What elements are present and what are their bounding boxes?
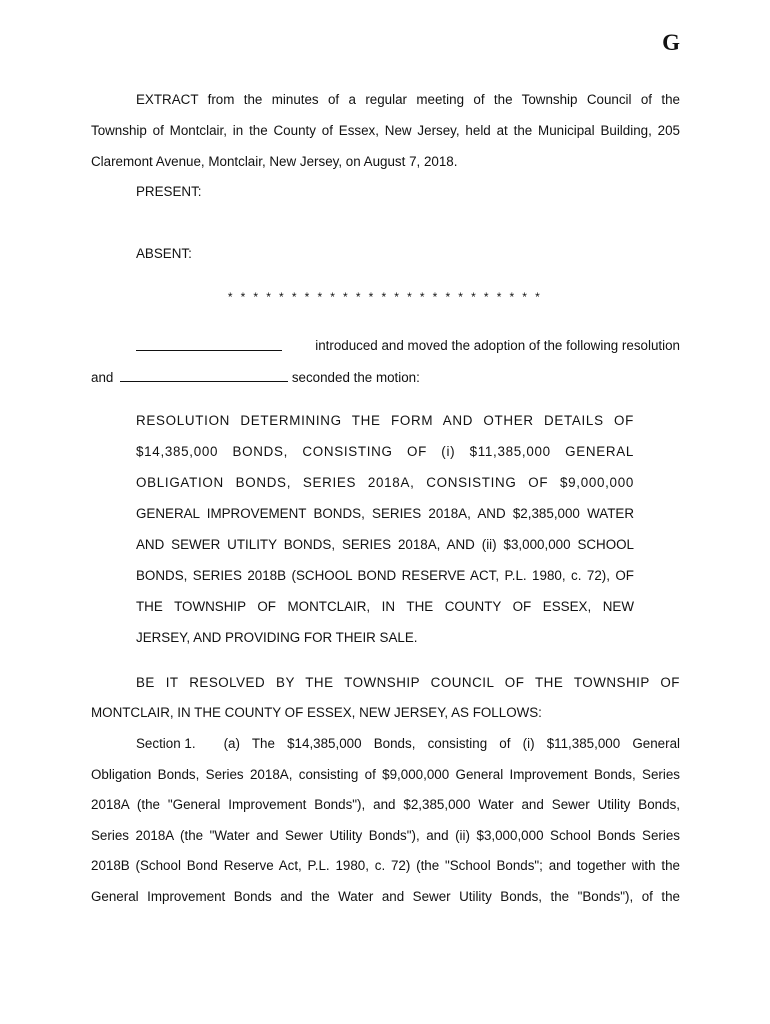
extract-line-2: Township of Montclair, in the County of Essex, New Jersey, held at the Municipal Building, 205	[91, 123, 680, 138]
resolution-line-3: OBLIGATION BONDS, SERIES 2018A, CONSISTING OF $9,000,000	[136, 475, 634, 490]
resolution-line-7: THE TOWNSHIP OF MONTCLAIR, IN THE COUNTY OF ESSEX, NEW	[136, 599, 634, 614]
motion-text-2: seconded the motion:	[291, 370, 420, 385]
extract-line-1: EXTRACT from the minutes of a regular meeting of the Township Council of the	[136, 92, 680, 107]
motion-and: and	[91, 370, 114, 385]
section-1-line-5: 2018B (School Bond Reserve Act, P.L. 1980, c. 72) (the "School Bonds"; and together with the	[91, 858, 680, 873]
motion-text-1: introduced and moved the adoption of the following resolution	[315, 338, 680, 353]
section-1-label: Section 1.	[136, 736, 196, 751]
resolution-line-6: BONDS, SERIES 2018B (SCHOOL BOND RESERVE ACT, P.L. 1980, c. 72), OF	[136, 568, 634, 583]
section-1-text-1: (a) The $14,385,000 Bonds, consisting of (i) $11,385,000 General	[223, 736, 680, 751]
resolution-line-4: GENERAL IMPROVEMENT BONDS, SERIES 2018A, AND $2,385,000 WATER	[136, 506, 634, 521]
extract-line-3: Claremont Avenue, Montclair, New Jersey, on August 7, 2018.	[91, 154, 458, 169]
be-it-resolved	[91, 675, 680, 721]
resolution-title	[136, 413, 634, 646]
section-1-first-line	[91, 736, 680, 752]
section-1-line-6: General Improvement Bonds and the Water and Sewer Utility Bonds, the "Bonds"), of the	[91, 888, 680, 904]
extract-paragraph	[91, 92, 680, 170]
resolution-line-1: RESOLUTION DETERMINING THE FORM AND OTHER DETAILS OF	[136, 413, 634, 428]
section-1-line-2: Obligation Bonds, Series 2018A, consisting of $9,000,000 General Improvement Bonds, Series	[91, 766, 680, 782]
present-label: PRESENT:	[136, 184, 202, 199]
motion-line-2	[91, 369, 680, 385]
motion-line-1	[136, 338, 680, 353]
resolution-line-5: AND SEWER UTILITY BONDS, SERIES 2018A, AND (ii) $3,000,000 SCHOOL	[136, 537, 634, 552]
resolution-line-8: JERSEY, AND PROVIDING FOR THEIR SALE.	[136, 630, 418, 645]
seconder-blank	[120, 369, 288, 382]
section-1-line-4: Series 2018A (the "Water and Sewer Utility Bonds"), and (ii) $3,000,000 School Bonds Series	[91, 827, 680, 843]
section-1-line-3: 2018A (the "General Improvement Bonds"), and $2,385,000 Water and Sewer Utility Bonds,	[91, 797, 680, 812]
resolved-line-1: BE IT RESOLVED BY THE TOWNSHIP COUNCIL OF THE TOWNSHIP OF	[136, 675, 680, 690]
section-1	[91, 736, 680, 905]
resolved-line-2: MONTCLAIR, IN THE COUNTY OF ESSEX, NEW JERSEY, AS FOLLOWS:	[91, 705, 542, 720]
separator: * * * * * * * * * * * * * * * * * * * * * * * * *	[227, 290, 543, 304]
absent-label: ABSENT:	[136, 246, 192, 261]
page-mark: G	[662, 30, 680, 55]
introducer-blank	[136, 338, 282, 351]
resolution-line-2: $14,385,000 BONDS, CONSISTING OF (i) $11,385,000 GENERAL	[136, 444, 634, 459]
